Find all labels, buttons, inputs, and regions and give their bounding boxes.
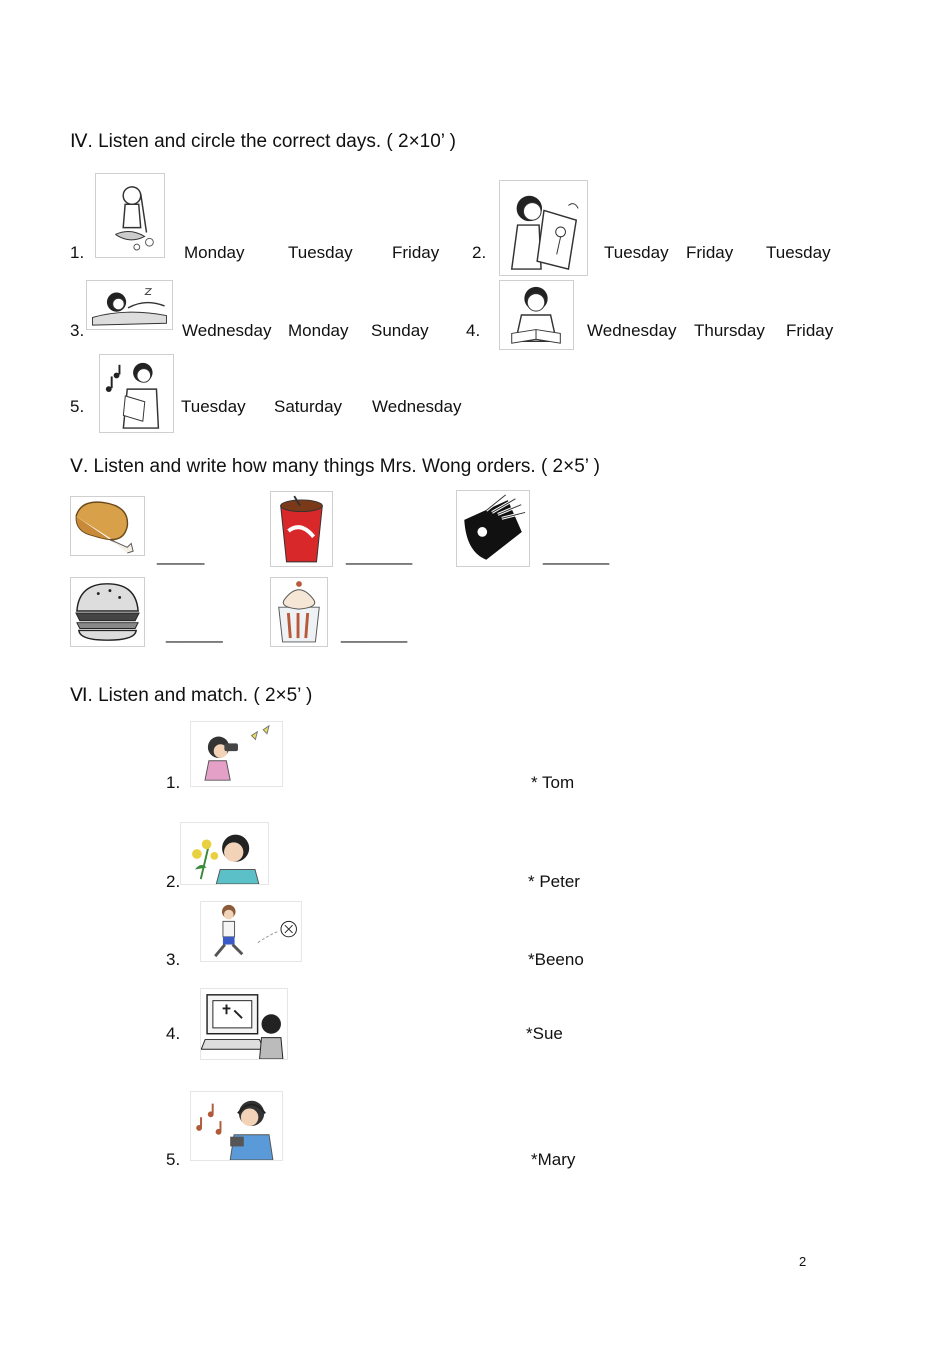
item-number: 2. [472, 243, 487, 262]
day-option[interactable]: Tuesday [288, 243, 353, 262]
count-blank[interactable]: _______ [341, 624, 408, 643]
count-blank[interactable]: _____ [157, 546, 205, 565]
section-6-heading: Ⅵ. Listen and match. ( 2×5’ ) [70, 685, 313, 706]
item-number: 1. [70, 243, 85, 262]
boy-computer-icon [200, 988, 288, 1060]
hamburger-icon [70, 577, 145, 647]
chicken-leg-icon [70, 496, 145, 556]
day-option[interactable]: Wednesday [372, 397, 462, 416]
count-blank[interactable]: ______ [166, 624, 223, 643]
boy-listening-music-icon [190, 1091, 283, 1161]
cola-cup-icon [270, 491, 333, 567]
item-number: 2. [166, 872, 181, 891]
day-option[interactable]: Friday [392, 243, 440, 262]
boy-playing-football-icon [200, 901, 302, 962]
day-option[interactable]: Tuesday [181, 397, 246, 416]
day-option[interactable]: Wednesday [182, 321, 272, 340]
boy-sweeping-icon [95, 173, 165, 258]
name-option[interactable]: * Tom [531, 773, 575, 792]
day-option[interactable]: Thursday [694, 321, 765, 340]
item-number: 1. [166, 773, 181, 792]
day-option[interactable]: Friday [786, 321, 834, 340]
day-option[interactable]: Wednesday [587, 321, 677, 340]
item-number: 5. [70, 397, 85, 416]
item-number: 4. [466, 321, 481, 340]
boy-singing-icon [99, 354, 174, 433]
item-number: 4. [166, 1024, 181, 1043]
count-blank[interactable]: _______ [543, 546, 610, 565]
item-number: 3. [70, 321, 85, 340]
name-option[interactable]: *Sue [526, 1024, 563, 1043]
boy-drawing-icon [499, 180, 588, 276]
day-option[interactable]: Saturday [274, 397, 343, 416]
girl-binoculars-icon [190, 721, 283, 787]
day-option[interactable]: Tuesday [604, 243, 669, 262]
page-number: 2 [799, 1254, 807, 1269]
girl-smelling-flowers-icon [180, 822, 269, 885]
day-option[interactable]: Sunday [371, 321, 429, 340]
section-5-heading: Ⅴ. Listen and write how many things Mrs. Wong orders. ( 2×5’ ) [70, 456, 600, 477]
item-number: 3. [166, 950, 181, 969]
name-option[interactable]: *Beeno [528, 950, 584, 969]
section-4-heading: Ⅳ. Listen and circle the correct days. ( 2×10’ ) [70, 131, 456, 152]
day-option[interactable]: Tuesday [766, 243, 831, 262]
boy-reading-icon [499, 280, 574, 350]
name-option[interactable]: *Mary [531, 1150, 576, 1169]
day-option[interactable]: Monday [288, 321, 349, 340]
day-option[interactable]: Monday [184, 243, 245, 262]
day-option[interactable]: Friday [686, 243, 734, 262]
count-blank[interactable]: _______ [346, 546, 413, 565]
child-sleeping-icon [86, 280, 173, 330]
french-fries-icon [456, 490, 530, 567]
ice-cream-sundae-icon [270, 577, 328, 647]
name-option[interactable]: * Peter [528, 872, 580, 891]
item-number: 5. [166, 1150, 181, 1169]
